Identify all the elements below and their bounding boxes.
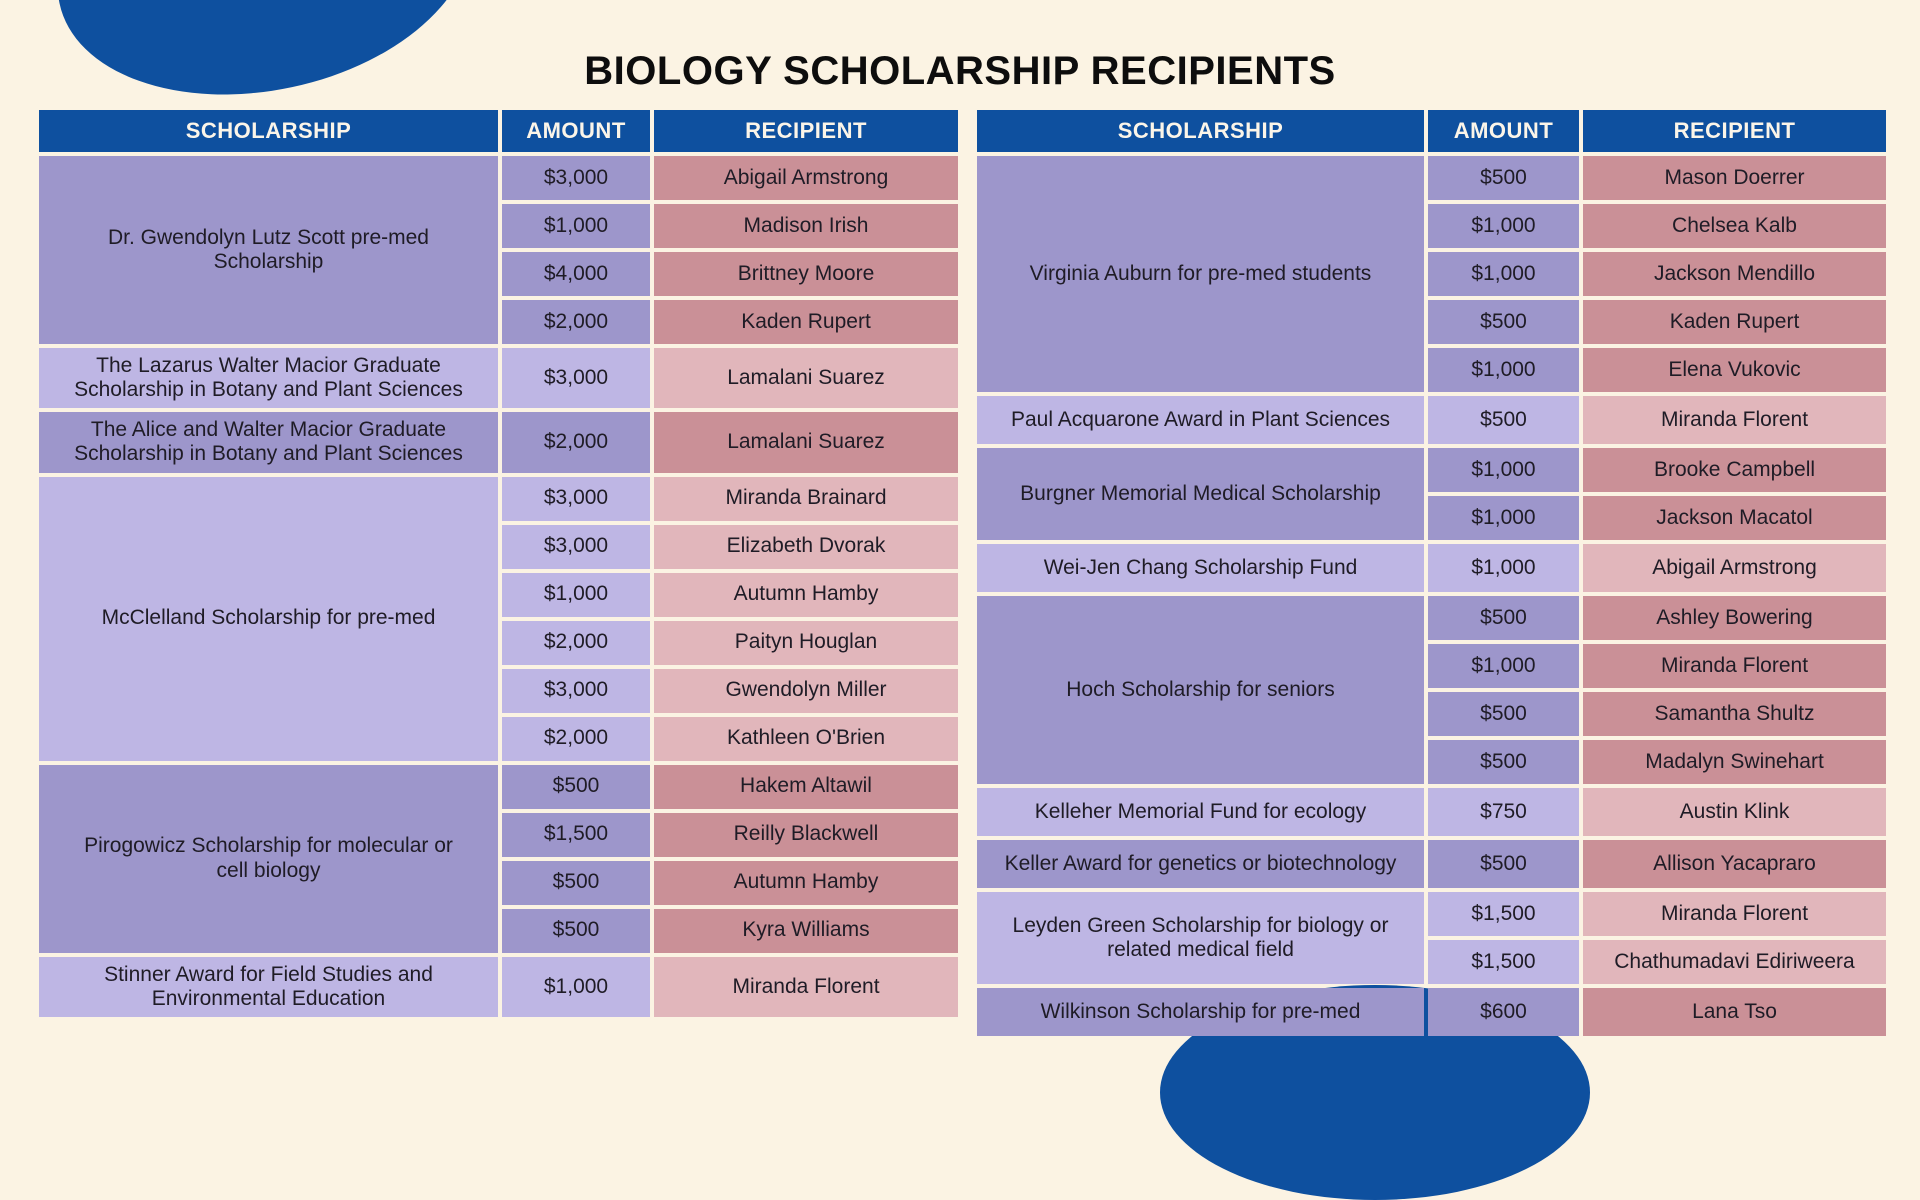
scholarship-cell: McClelland Scholarship for pre-med xyxy=(39,477,498,761)
amount-cell: $2,000 xyxy=(502,412,650,472)
recipient-cell: Chelsea Kalb xyxy=(1583,204,1886,248)
amount-cell: $1,000 xyxy=(1428,204,1579,248)
amount-cell: $500 xyxy=(502,909,650,953)
amount-cell: $750 xyxy=(1428,788,1579,836)
amount-cell: $4,000 xyxy=(502,252,650,296)
recipient-cell: Abigail Armstrong xyxy=(654,156,958,200)
amount-cell: $500 xyxy=(502,861,650,905)
amount-cell: $2,000 xyxy=(502,621,650,665)
amount-cell: $3,000 xyxy=(502,669,650,713)
recipient-cell: Samantha Shultz xyxy=(1583,692,1886,736)
table-row xyxy=(39,765,958,809)
recipient-cell: Lamalani Suarez xyxy=(654,412,958,472)
amount-cell: $1,000 xyxy=(502,957,650,1017)
recipient-cell: Austin Klink xyxy=(1583,788,1886,836)
table-row xyxy=(977,156,1886,200)
scholarship-table-right xyxy=(973,106,1890,1040)
scholarship-cell: Keller Award for genetics or biotechnology xyxy=(977,840,1424,888)
recipient-cell: Miranda Florent xyxy=(1583,892,1886,936)
recipient-cell: Miranda Florent xyxy=(654,957,958,1017)
recipient-cell: Miranda Florent xyxy=(1583,644,1886,688)
table-row xyxy=(977,840,1886,888)
scholarship-cell: Pirogowicz Scholarship for molecular or cell biology xyxy=(39,765,498,953)
table-row xyxy=(977,596,1886,640)
recipient-cell: Chathumadavi Ediriweera xyxy=(1583,940,1886,984)
amount-cell: $3,000 xyxy=(502,477,650,521)
recipient-cell: Jackson Mendillo xyxy=(1583,252,1886,296)
recipient-cell: Jackson Macatol xyxy=(1583,496,1886,540)
column-header-amount: AMOUNT xyxy=(1428,110,1579,152)
recipient-cell: Gwendolyn Miller xyxy=(654,669,958,713)
amount-cell: $500 xyxy=(1428,692,1579,736)
table-row xyxy=(39,156,958,200)
header-row xyxy=(977,110,1886,152)
recipient-cell: Elizabeth Dvorak xyxy=(654,525,958,569)
amount-cell: $500 xyxy=(1428,396,1579,444)
recipient-cell: Paityn Houglan xyxy=(654,621,958,665)
scholarship-table-left xyxy=(35,106,962,1021)
recipient-cell: Mason Doerrer xyxy=(1583,156,1886,200)
column-header-scholarship: SCHOLARSHIP xyxy=(39,110,498,152)
recipient-cell: Allison Yacapraro xyxy=(1583,840,1886,888)
amount-cell: $1,000 xyxy=(1428,348,1579,392)
amount-cell: $3,000 xyxy=(502,348,650,408)
amount-cell: $3,000 xyxy=(502,156,650,200)
scholarship-cell: Leyden Green Scholarship for biology or related medical field xyxy=(977,892,1424,984)
scholarship-cell: Wilkinson Scholarship for pre-med xyxy=(977,988,1424,1036)
column-header-scholarship: SCHOLARSHIP xyxy=(977,110,1424,152)
recipient-cell: Hakem Altawil xyxy=(654,765,958,809)
amount-cell: $500 xyxy=(1428,840,1579,888)
amount-cell: $1,000 xyxy=(502,204,650,248)
recipient-cell: Madalyn Swinehart xyxy=(1583,740,1886,784)
scholarship-cell: Hoch Scholarship for seniors xyxy=(977,596,1424,784)
amount-cell: $1,500 xyxy=(1428,892,1579,936)
recipient-cell: Lana Tso xyxy=(1583,988,1886,1036)
amount-cell: $1,000 xyxy=(1428,252,1579,296)
recipient-cell: Brittney Moore xyxy=(654,252,958,296)
amount-cell: $1,000 xyxy=(1428,448,1579,492)
amount-cell: $500 xyxy=(1428,300,1579,344)
recipient-cell: Autumn Hamby xyxy=(654,861,958,905)
scholarship-cell: Burgner Memorial Medical Scholarship xyxy=(977,448,1424,540)
table-row xyxy=(977,892,1886,936)
recipient-cell: Miranda Brainard xyxy=(654,477,958,521)
amount-cell: $1,000 xyxy=(1428,496,1579,540)
scholarship-cell: The Lazarus Walter Macior Graduate Scholarship in Botany and Plant Sciences xyxy=(39,348,498,408)
recipient-cell: Miranda Florent xyxy=(1583,396,1886,444)
recipient-cell: Madison Irish xyxy=(654,204,958,248)
scholarship-cell: Wei-Jen Chang Scholarship Fund xyxy=(977,544,1424,592)
amount-cell: $1,500 xyxy=(502,813,650,857)
column-header-recipient: RECIPIENT xyxy=(654,110,958,152)
scholarship-cell: Dr. Gwendolyn Lutz Scott pre-med Scholarship xyxy=(39,156,498,344)
table-row xyxy=(39,957,958,1017)
page-title: BIOLOGY SCHOLARSHIP RECIPIENTS xyxy=(584,48,1336,93)
amount-cell: $500 xyxy=(1428,740,1579,784)
table-row xyxy=(39,412,958,472)
amount-cell: $1,000 xyxy=(502,573,650,617)
recipient-cell: Lamalani Suarez xyxy=(654,348,958,408)
amount-cell: $1,500 xyxy=(1428,940,1579,984)
table-row xyxy=(977,396,1886,444)
amount-cell: $2,000 xyxy=(502,717,650,761)
scholarship-cell: Virginia Auburn for pre-med students xyxy=(977,156,1424,392)
column-header-recipient: RECIPIENT xyxy=(1583,110,1886,152)
recipient-cell: Elena Vukovic xyxy=(1583,348,1886,392)
recipient-cell: Reilly Blackwell xyxy=(654,813,958,857)
table-row xyxy=(977,788,1886,836)
table-row xyxy=(977,544,1886,592)
table-row xyxy=(977,988,1886,1036)
recipient-cell: Autumn Hamby xyxy=(654,573,958,617)
header-row xyxy=(39,110,958,152)
column-header-amount: AMOUNT xyxy=(502,110,650,152)
amount-cell: $500 xyxy=(1428,596,1579,640)
scholarship-cell: The Alice and Walter Macior Graduate Scholarship in Botany and Plant Sciences xyxy=(39,412,498,472)
recipient-cell: Kaden Rupert xyxy=(1583,300,1886,344)
amount-cell: $500 xyxy=(1428,156,1579,200)
recipient-cell: Abigail Armstrong xyxy=(1583,544,1886,592)
scholarship-cell: Paul Acquarone Award in Plant Sciences xyxy=(977,396,1424,444)
recipient-cell: Kaden Rupert xyxy=(654,300,958,344)
scholarship-cell: Stinner Award for Field Studies and Environmental Education xyxy=(39,957,498,1017)
amount-cell: $500 xyxy=(502,765,650,809)
amount-cell: $600 xyxy=(1428,988,1579,1036)
amount-cell: $3,000 xyxy=(502,525,650,569)
recipient-cell: Ashley Bowering xyxy=(1583,596,1886,640)
table-row xyxy=(39,477,958,521)
amount-cell: $2,000 xyxy=(502,300,650,344)
recipient-cell: Brooke Campbell xyxy=(1583,448,1886,492)
recipient-cell: Kyra Williams xyxy=(654,909,958,953)
recipient-cell: Kathleen O'Brien xyxy=(654,717,958,761)
scholarship-cell: Kelleher Memorial Fund for ecology xyxy=(977,788,1424,836)
table-row xyxy=(39,348,958,408)
table-row xyxy=(977,448,1886,492)
amount-cell: $1,000 xyxy=(1428,544,1579,592)
amount-cell: $1,000 xyxy=(1428,644,1579,688)
